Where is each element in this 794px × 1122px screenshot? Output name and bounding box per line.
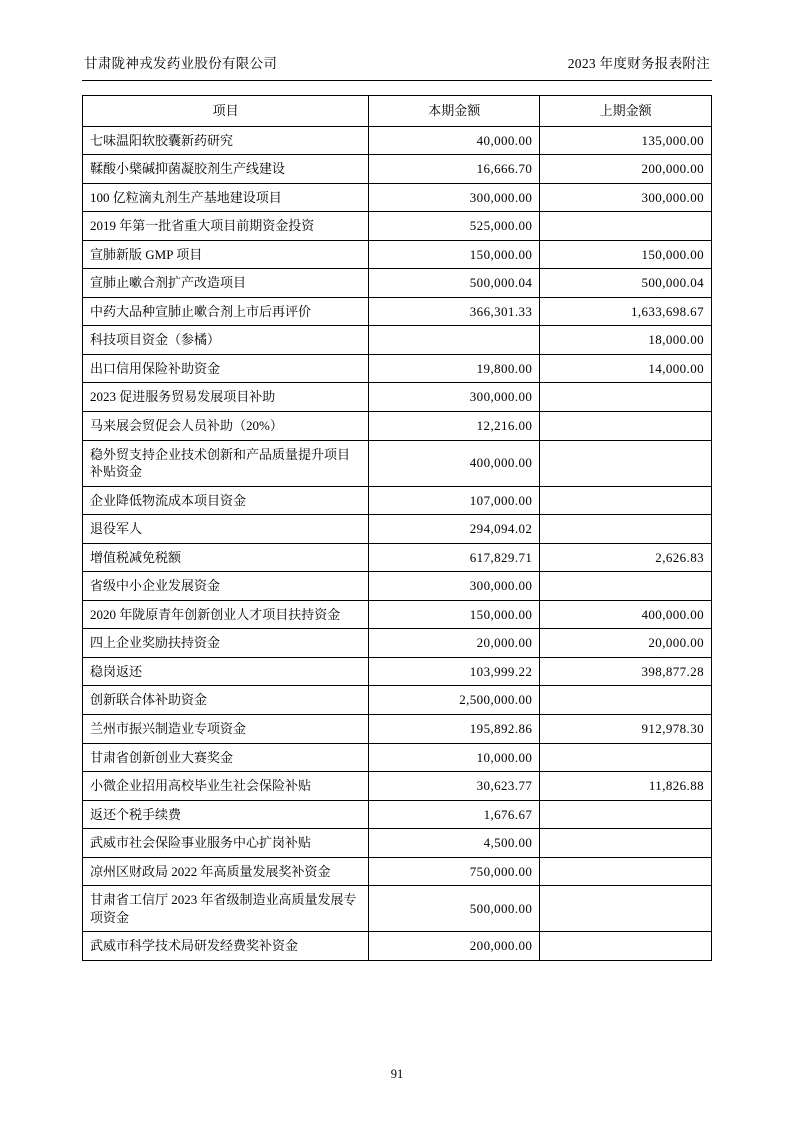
header-company-name: 甘肃陇神戎发药业股份有限公司 xyxy=(84,56,278,71)
cell-current-amount: 300,000.00 xyxy=(369,572,540,601)
cell-previous-amount: 11,826.88 xyxy=(540,772,712,801)
cell-item: 返还个税手续费 xyxy=(83,800,369,829)
cell-item: 企业降低物流成本项目资金 xyxy=(83,486,369,515)
cell-current-amount: 366,301.33 xyxy=(369,297,540,326)
cell-previous-amount xyxy=(540,829,712,858)
header-document-title: 2023 年度财务报表附注 xyxy=(567,56,710,71)
cell-item: 凉州区财政局 2022 年高质量发展奖补资金 xyxy=(83,857,369,886)
table-row xyxy=(83,486,712,515)
cell-current-amount: 400,000.00 xyxy=(369,440,540,486)
cell-previous-amount: 150,000.00 xyxy=(540,240,712,269)
table-row xyxy=(83,240,712,269)
cell-current-amount: 294,094.02 xyxy=(369,515,540,544)
column-header-previous: 上期金额 xyxy=(540,96,712,127)
cell-item: 马来展会贸促会人员补助（20%） xyxy=(83,412,369,441)
table-row xyxy=(83,772,712,801)
table-row xyxy=(83,212,712,241)
cell-previous-amount xyxy=(540,886,712,932)
cell-current-amount: 16,666.70 xyxy=(369,155,540,184)
table-header-row xyxy=(83,96,712,127)
cell-previous-amount xyxy=(540,440,712,486)
cell-previous-amount: 912,978.30 xyxy=(540,715,712,744)
cell-item: 武威市科学技术局研发经费奖补资金 xyxy=(83,932,369,961)
cell-previous-amount xyxy=(540,383,712,412)
cell-previous-amount: 500,000.04 xyxy=(540,269,712,298)
page-number: 91 xyxy=(390,1067,404,1081)
cell-previous-amount xyxy=(540,515,712,544)
cell-previous-amount: 300,000.00 xyxy=(540,183,712,212)
table-row xyxy=(83,857,712,886)
cell-item: 2019 年第一批省重大项目前期资金投资 xyxy=(83,212,369,241)
cell-previous-amount: 400,000.00 xyxy=(540,600,712,629)
cell-current-amount: 617,829.71 xyxy=(369,543,540,572)
cell-current-amount: 150,000.00 xyxy=(369,240,540,269)
cell-current-amount: 500,000.00 xyxy=(369,886,540,932)
cell-current-amount: 300,000.00 xyxy=(369,383,540,412)
table-row xyxy=(83,800,712,829)
cell-item: 创新联合体补助资金 xyxy=(83,686,369,715)
cell-current-amount: 525,000.00 xyxy=(369,212,540,241)
cell-item: 武威市社会保险事业服务中心扩岗补贴 xyxy=(83,829,369,858)
table-row xyxy=(83,269,712,298)
cell-item: 宣肺新版 GMP 项目 xyxy=(83,240,369,269)
cell-previous-amount: 2,626.83 xyxy=(540,543,712,572)
cell-item: 四上企业奖励扶持资金 xyxy=(83,629,369,658)
cell-current-amount: 19,800.00 xyxy=(369,354,540,383)
table-row xyxy=(83,126,712,155)
table-row xyxy=(83,600,712,629)
cell-current-amount: 2,500,000.00 xyxy=(369,686,540,715)
cell-current-amount: 103,999.22 xyxy=(369,657,540,686)
table-row xyxy=(83,326,712,355)
table-row xyxy=(83,440,712,486)
cell-previous-amount xyxy=(540,212,712,241)
cell-item: 省级中小企业发展资金 xyxy=(83,572,369,601)
table-row xyxy=(83,715,712,744)
cell-item: 中药大品种宣肺止嗽合剂上市后再评价 xyxy=(83,297,369,326)
cell-item: 2020 年陇原青年创新创业人才项目扶持资金 xyxy=(83,600,369,629)
header-divider xyxy=(82,80,712,81)
cell-current-amount: 150,000.00 xyxy=(369,600,540,629)
cell-previous-amount: 1,633,698.67 xyxy=(540,297,712,326)
cell-item: 小微企业招用高校毕业生社会保险补贴 xyxy=(83,772,369,801)
government-grants-table xyxy=(82,95,712,961)
cell-previous-amount xyxy=(540,686,712,715)
cell-item: 兰州市振兴制造业专项资金 xyxy=(83,715,369,744)
cell-previous-amount: 200,000.00 xyxy=(540,155,712,184)
cell-current-amount: 40,000.00 xyxy=(369,126,540,155)
column-header-item: 项目 xyxy=(83,96,369,127)
cell-item: 出口信用保险补助资金 xyxy=(83,354,369,383)
cell-previous-amount xyxy=(540,932,712,961)
cell-item: 宣肺止嗽合剂扩产改造项目 xyxy=(83,269,369,298)
cell-previous-amount: 398,877.28 xyxy=(540,657,712,686)
table-row xyxy=(83,155,712,184)
cell-previous-amount xyxy=(540,743,712,772)
cell-item: 甘肃省工信厅 2023 年省级制造业高质量发展专项资金 xyxy=(83,886,369,932)
cell-item: 甘肃省创新创业大赛奖金 xyxy=(83,743,369,772)
cell-current-amount: 10,000.00 xyxy=(369,743,540,772)
cell-item: 七味温阳软胶囊新药研究 xyxy=(83,126,369,155)
table-row xyxy=(83,686,712,715)
cell-current-amount: 20,000.00 xyxy=(369,629,540,658)
table-row xyxy=(83,515,712,544)
page-footer xyxy=(82,1049,712,1082)
cell-previous-amount xyxy=(540,412,712,441)
table-row xyxy=(83,829,712,858)
page-header xyxy=(82,52,712,78)
table-row xyxy=(83,886,712,932)
cell-previous-amount xyxy=(540,857,712,886)
cell-item: 2023 促进服务贸易发展项目补助 xyxy=(83,383,369,412)
table-row xyxy=(83,657,712,686)
cell-current-amount: 200,000.00 xyxy=(369,932,540,961)
table-row xyxy=(83,629,712,658)
cell-previous-amount: 20,000.00 xyxy=(540,629,712,658)
table-row xyxy=(83,383,712,412)
cell-item: 稳外贸支持企业技术创新和产品质量提升项目补贴资金 xyxy=(83,440,369,486)
table-row xyxy=(83,354,712,383)
cell-current-amount: 1,676.67 xyxy=(369,800,540,829)
cell-current-amount: 30,623.77 xyxy=(369,772,540,801)
cell-item: 鞣酸小檗碱抑菌凝胶剂生产线建设 xyxy=(83,155,369,184)
table-row xyxy=(83,572,712,601)
cell-item: 科技项目资金（参橘） xyxy=(83,326,369,355)
cell-current-amount: 107,000.00 xyxy=(369,486,540,515)
cell-item: 退役军人 xyxy=(83,515,369,544)
cell-current-amount: 500,000.04 xyxy=(369,269,540,298)
cell-current-amount: 300,000.00 xyxy=(369,183,540,212)
cell-item: 100 亿粒滴丸剂生产基地建设项目 xyxy=(83,183,369,212)
cell-previous-amount: 18,000.00 xyxy=(540,326,712,355)
cell-item: 稳岗返还 xyxy=(83,657,369,686)
cell-current-amount: 750,000.00 xyxy=(369,857,540,886)
cell-previous-amount xyxy=(540,800,712,829)
cell-previous-amount xyxy=(540,572,712,601)
column-header-current: 本期金额 xyxy=(369,96,540,127)
cell-current-amount: 4,500.00 xyxy=(369,829,540,858)
cell-item: 增值税减免税额 xyxy=(83,543,369,572)
cell-current-amount xyxy=(369,326,540,355)
cell-current-amount: 12,216.00 xyxy=(369,412,540,441)
table-body xyxy=(83,126,712,960)
table-row xyxy=(83,297,712,326)
table-row xyxy=(83,412,712,441)
cell-previous-amount xyxy=(540,486,712,515)
cell-current-amount: 195,892.86 xyxy=(369,715,540,744)
table-row xyxy=(83,543,712,572)
table-row xyxy=(83,932,712,961)
table-row xyxy=(83,743,712,772)
table-row xyxy=(83,183,712,212)
cell-previous-amount: 135,000.00 xyxy=(540,126,712,155)
cell-previous-amount: 14,000.00 xyxy=(540,354,712,383)
